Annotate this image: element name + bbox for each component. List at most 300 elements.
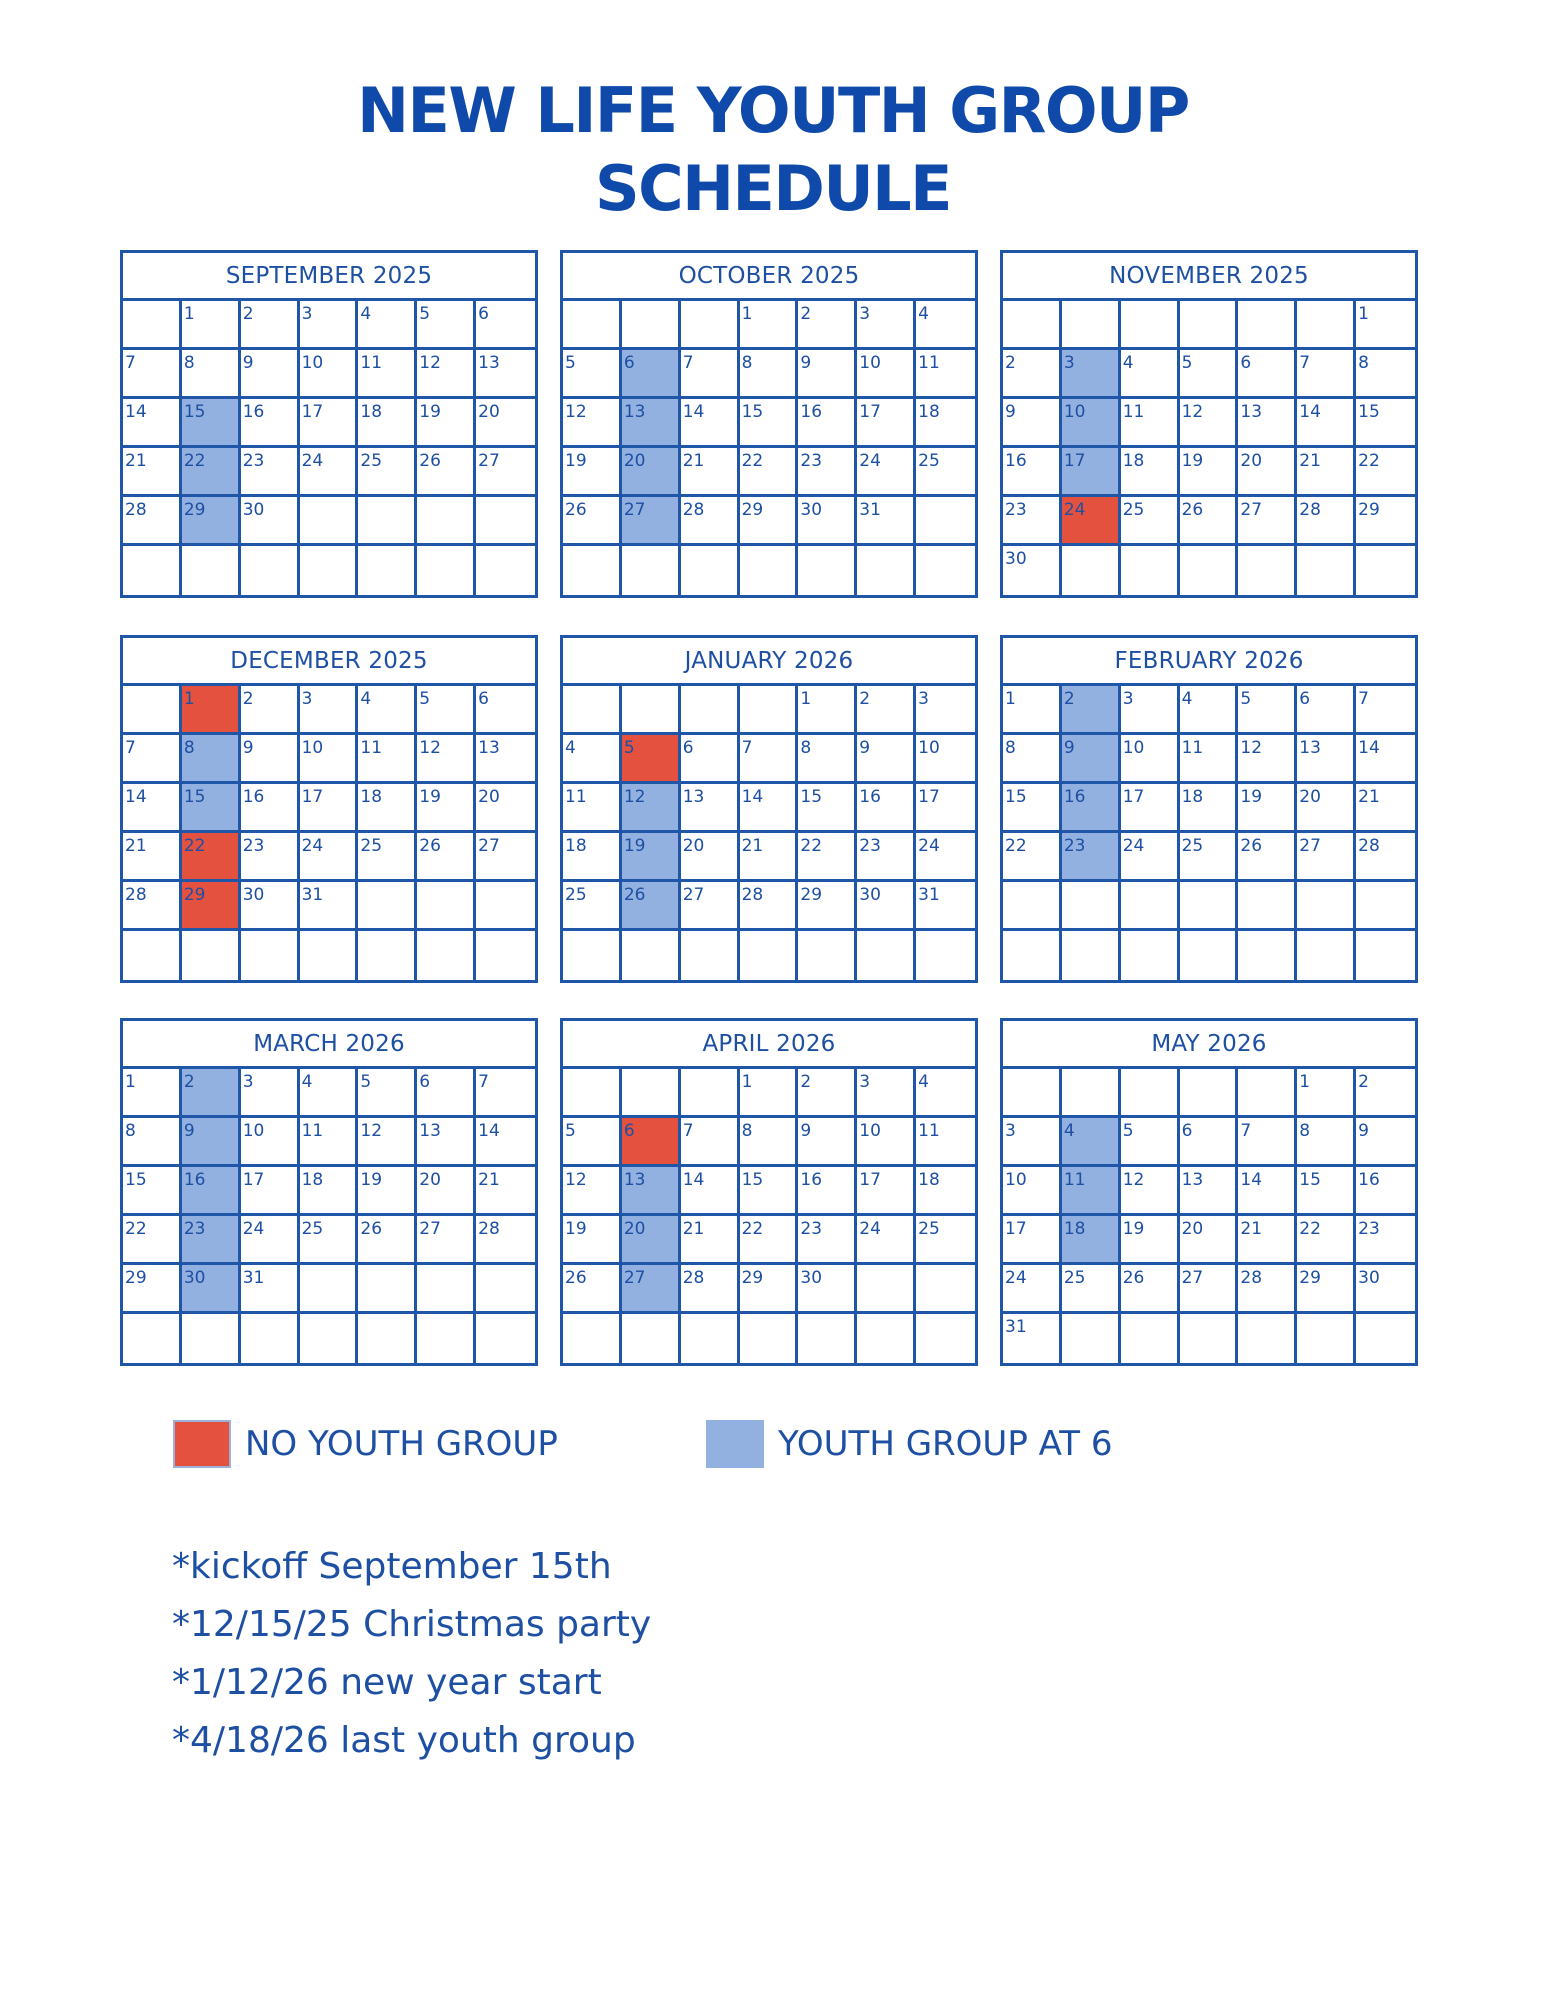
- day-cell: 27: [1238, 497, 1297, 546]
- day-cell: 21: [1356, 784, 1415, 833]
- day-cell: 7: [123, 350, 182, 399]
- day-cell: 6: [417, 1069, 476, 1118]
- day-cell-youth-group: 8: [182, 735, 241, 784]
- day-cell: 27: [681, 882, 740, 931]
- day-cell: 12: [417, 735, 476, 784]
- day-cell: 27: [1180, 1265, 1239, 1314]
- empty-cell: [300, 1265, 359, 1314]
- day-cell: 14: [681, 1167, 740, 1216]
- day-cell: 23: [241, 833, 300, 882]
- day-cell: 2: [1356, 1069, 1415, 1118]
- day-cell: 10: [300, 735, 359, 784]
- day-cell: 18: [358, 399, 417, 448]
- day-cell-no-youth-group: 6: [622, 1118, 681, 1167]
- day-cell: 4: [916, 1069, 975, 1118]
- empty-cell: [1356, 546, 1415, 595]
- empty-cell: [916, 1265, 975, 1314]
- day-cell: 30: [241, 882, 300, 931]
- note-item: *4/18/26 last youth group: [172, 1720, 636, 1761]
- calendar-month: [560, 1018, 978, 1366]
- empty-cell: [417, 1314, 476, 1363]
- empty-cell: [740, 1314, 799, 1363]
- day-cell: 10: [300, 350, 359, 399]
- empty-cell: [358, 882, 417, 931]
- day-cell: 8: [740, 350, 799, 399]
- day-cell: 20: [476, 784, 535, 833]
- day-cell: 25: [1180, 833, 1239, 882]
- day-cell: 3: [916, 686, 975, 735]
- day-cell: 3: [1003, 1118, 1062, 1167]
- empty-cell: [241, 546, 300, 595]
- empty-cell: [798, 1314, 857, 1363]
- empty-cell: [857, 1314, 916, 1363]
- empty-cell: [857, 546, 916, 595]
- empty-cell: [1121, 546, 1180, 595]
- month-title: SEPTEMBER 2025: [123, 253, 535, 301]
- day-cell-youth-group: 29: [182, 497, 241, 546]
- empty-cell: [1356, 931, 1415, 980]
- day-cell: 15: [740, 1167, 799, 1216]
- day-cell-no-youth-group: 22: [182, 833, 241, 882]
- month-grid: [1003, 686, 1415, 980]
- empty-cell: [798, 931, 857, 980]
- empty-cell: [1356, 882, 1415, 931]
- day-cell: 30: [1003, 546, 1062, 595]
- empty-cell: [622, 301, 681, 350]
- day-cell: 21: [123, 833, 182, 882]
- day-cell: 25: [1062, 1265, 1121, 1314]
- empty-cell: [1062, 882, 1121, 931]
- empty-cell: [123, 1314, 182, 1363]
- month-grid: [1003, 301, 1415, 595]
- legend-youth-group-at-6: [706, 1420, 1112, 1468]
- day-cell: 6: [1238, 350, 1297, 399]
- empty-cell: [1238, 1069, 1297, 1118]
- empty-cell: [1238, 1314, 1297, 1363]
- day-cell: 5: [417, 686, 476, 735]
- empty-cell: [798, 546, 857, 595]
- day-cell: 3: [857, 1069, 916, 1118]
- day-cell: 25: [300, 1216, 359, 1265]
- day-cell-youth-group: 20: [622, 1216, 681, 1265]
- day-cell: 9: [241, 735, 300, 784]
- day-cell: 4: [358, 686, 417, 735]
- day-cell: 29: [123, 1265, 182, 1314]
- day-cell: 5: [1121, 1118, 1180, 1167]
- day-cell: 26: [417, 833, 476, 882]
- day-cell: 6: [681, 735, 740, 784]
- day-cell: 11: [358, 735, 417, 784]
- day-cell: 19: [358, 1167, 417, 1216]
- day-cell: 2: [1003, 350, 1062, 399]
- empty-cell: [1180, 931, 1239, 980]
- day-cell: 28: [681, 497, 740, 546]
- page-title: [0, 72, 1546, 228]
- day-cell: 17: [857, 1167, 916, 1216]
- empty-cell: [358, 1265, 417, 1314]
- empty-cell: [1003, 931, 1062, 980]
- day-cell: 8: [740, 1118, 799, 1167]
- empty-cell: [1062, 546, 1121, 595]
- day-cell: 9: [857, 735, 916, 784]
- month-title: MAY 2026: [1003, 1021, 1415, 1069]
- day-cell: 24: [300, 833, 359, 882]
- day-cell: 14: [123, 784, 182, 833]
- calendar-month: [560, 635, 978, 983]
- day-cell: 17: [916, 784, 975, 833]
- day-cell: 19: [417, 784, 476, 833]
- empty-cell: [1180, 301, 1239, 350]
- day-cell-youth-group: 26: [622, 882, 681, 931]
- calendar-month: [120, 1018, 538, 1366]
- calendar-month: [1000, 250, 1418, 598]
- month-title: APRIL 2026: [563, 1021, 975, 1069]
- month-grid: [563, 686, 975, 980]
- day-cell: 22: [740, 448, 799, 497]
- empty-cell: [563, 546, 622, 595]
- month-title: FEBRUARY 2026: [1003, 638, 1415, 686]
- day-cell-youth-group: 9: [182, 1118, 241, 1167]
- day-cell: 3: [1121, 686, 1180, 735]
- day-cell: 21: [123, 448, 182, 497]
- day-cell-youth-group: 2: [182, 1069, 241, 1118]
- empty-cell: [740, 686, 799, 735]
- empty-cell: [681, 1314, 740, 1363]
- day-cell: 29: [1297, 1265, 1356, 1314]
- empty-cell: [740, 931, 799, 980]
- day-cell-youth-group: 10: [1062, 399, 1121, 448]
- day-cell-youth-group: 13: [622, 399, 681, 448]
- empty-cell: [300, 546, 359, 595]
- day-cell: 17: [1121, 784, 1180, 833]
- day-cell-youth-group: 27: [622, 1265, 681, 1314]
- empty-cell: [300, 497, 359, 546]
- day-cell: 28: [123, 497, 182, 546]
- empty-cell: [476, 931, 535, 980]
- day-cell: 23: [798, 1216, 857, 1265]
- empty-cell: [1238, 546, 1297, 595]
- day-cell: 5: [563, 1118, 622, 1167]
- day-cell: 7: [681, 1118, 740, 1167]
- day-cell: 2: [241, 686, 300, 735]
- day-cell: 18: [916, 1167, 975, 1216]
- day-cell: 26: [1238, 833, 1297, 882]
- day-cell: 2: [798, 1069, 857, 1118]
- day-cell: 23: [798, 448, 857, 497]
- empty-cell: [1003, 301, 1062, 350]
- empty-cell: [1297, 882, 1356, 931]
- empty-cell: [1180, 1069, 1239, 1118]
- day-cell: 10: [916, 735, 975, 784]
- day-cell: 11: [300, 1118, 359, 1167]
- empty-cell: [1238, 301, 1297, 350]
- empty-cell: [1062, 1069, 1121, 1118]
- day-cell: 31: [1003, 1314, 1062, 1363]
- empty-cell: [476, 497, 535, 546]
- day-cell: 3: [300, 301, 359, 350]
- empty-cell: [1238, 931, 1297, 980]
- empty-cell: [358, 497, 417, 546]
- day-cell: 25: [1121, 497, 1180, 546]
- day-cell: 11: [916, 1118, 975, 1167]
- empty-cell: [476, 882, 535, 931]
- day-cell: 21: [740, 833, 799, 882]
- day-cell-youth-group: 9: [1062, 735, 1121, 784]
- day-cell-youth-group: 3: [1062, 350, 1121, 399]
- day-cell-youth-group: 20: [622, 448, 681, 497]
- month-title: JANUARY 2026: [563, 638, 975, 686]
- day-cell: 7: [1238, 1118, 1297, 1167]
- empty-cell: [563, 301, 622, 350]
- day-cell: 7: [740, 735, 799, 784]
- calendar-month: [120, 635, 538, 983]
- day-cell: 1: [1356, 301, 1415, 350]
- day-cell: 11: [916, 350, 975, 399]
- day-cell: 1: [1003, 686, 1062, 735]
- month-title: MARCH 2026: [123, 1021, 535, 1069]
- notes-list: [172, 1538, 651, 1770]
- day-cell: 28: [1238, 1265, 1297, 1314]
- calendar-month: [120, 250, 538, 598]
- day-cell-youth-group: 23: [182, 1216, 241, 1265]
- day-cell: 10: [241, 1118, 300, 1167]
- day-cell: 15: [1003, 784, 1062, 833]
- day-cell: 14: [1297, 399, 1356, 448]
- day-cell-youth-group: 23: [1062, 833, 1121, 882]
- empty-cell: [1297, 1314, 1356, 1363]
- note-item: *12/15/25 Christmas party: [172, 1604, 652, 1645]
- day-cell: 23: [857, 833, 916, 882]
- day-cell: 19: [417, 399, 476, 448]
- day-cell: 22: [1356, 448, 1415, 497]
- empty-cell: [1062, 301, 1121, 350]
- day-cell: 15: [1297, 1167, 1356, 1216]
- day-cell: 26: [563, 497, 622, 546]
- day-cell: 28: [740, 882, 799, 931]
- day-cell: 29: [1356, 497, 1415, 546]
- day-cell: 29: [740, 1265, 799, 1314]
- empty-cell: [476, 546, 535, 595]
- day-cell: 13: [1238, 399, 1297, 448]
- month-title: DECEMBER 2025: [123, 638, 535, 686]
- empty-cell: [563, 1069, 622, 1118]
- day-cell: 21: [1297, 448, 1356, 497]
- day-cell: 4: [358, 301, 417, 350]
- day-cell: 27: [1297, 833, 1356, 882]
- day-cell: 29: [740, 497, 799, 546]
- day-cell: 4: [563, 735, 622, 784]
- day-cell: 5: [1238, 686, 1297, 735]
- day-cell: 4: [1121, 350, 1180, 399]
- day-cell: 7: [681, 350, 740, 399]
- day-cell-youth-group: 22: [182, 448, 241, 497]
- day-cell-youth-group: 18: [1062, 1216, 1121, 1265]
- empty-cell: [123, 686, 182, 735]
- month-grid: [123, 1069, 535, 1363]
- day-cell: 1: [740, 1069, 799, 1118]
- day-cell-youth-group: 16: [1062, 784, 1121, 833]
- day-cell: 1: [182, 301, 241, 350]
- day-cell: 5: [563, 350, 622, 399]
- empty-cell: [916, 1314, 975, 1363]
- day-cell: 31: [300, 882, 359, 931]
- day-cell-youth-group: 12: [622, 784, 681, 833]
- month-title: OCTOBER 2025: [563, 253, 975, 301]
- day-cell: 12: [1180, 399, 1239, 448]
- empty-cell: [123, 301, 182, 350]
- day-cell: 20: [1297, 784, 1356, 833]
- day-cell: 8: [1356, 350, 1415, 399]
- empty-cell: [1121, 882, 1180, 931]
- day-cell: 28: [681, 1265, 740, 1314]
- empty-cell: [417, 1265, 476, 1314]
- day-cell: 30: [857, 882, 916, 931]
- day-cell: 27: [476, 448, 535, 497]
- day-cell: 24: [241, 1216, 300, 1265]
- day-cell: 8: [798, 735, 857, 784]
- empty-cell: [622, 546, 681, 595]
- day-cell: 26: [563, 1265, 622, 1314]
- day-cell: 12: [563, 1167, 622, 1216]
- day-cell: 12: [358, 1118, 417, 1167]
- day-cell: 31: [241, 1265, 300, 1314]
- day-cell: 16: [1356, 1167, 1415, 1216]
- day-cell: 13: [681, 784, 740, 833]
- day-cell: 18: [916, 399, 975, 448]
- day-cell: 24: [857, 1216, 916, 1265]
- empty-cell: [476, 1314, 535, 1363]
- empty-cell: [358, 1314, 417, 1363]
- day-cell: 11: [1121, 399, 1180, 448]
- day-cell: 7: [1356, 686, 1415, 735]
- day-cell: 14: [1356, 735, 1415, 784]
- empty-cell: [563, 686, 622, 735]
- day-cell: 14: [476, 1118, 535, 1167]
- day-cell: 26: [417, 448, 476, 497]
- day-cell: 17: [857, 399, 916, 448]
- day-cell: 15: [123, 1167, 182, 1216]
- day-cell: 3: [300, 686, 359, 735]
- day-cell: 14: [1238, 1167, 1297, 1216]
- day-cell: 22: [798, 833, 857, 882]
- day-cell: 21: [681, 448, 740, 497]
- empty-cell: [358, 546, 417, 595]
- day-cell-no-youth-group: 24: [1062, 497, 1121, 546]
- day-cell: 8: [182, 350, 241, 399]
- day-cell: 1: [123, 1069, 182, 1118]
- day-cell: 19: [1238, 784, 1297, 833]
- day-cell: 13: [417, 1118, 476, 1167]
- day-cell: 20: [1238, 448, 1297, 497]
- day-cell: 29: [798, 882, 857, 931]
- calendar-month: [1000, 635, 1418, 983]
- day-cell: 7: [123, 735, 182, 784]
- day-cell: 20: [1180, 1216, 1239, 1265]
- day-cell: 24: [1121, 833, 1180, 882]
- empty-cell: [241, 931, 300, 980]
- empty-cell: [563, 1314, 622, 1363]
- day-cell: 18: [358, 784, 417, 833]
- day-cell-youth-group: 4: [1062, 1118, 1121, 1167]
- empty-cell: [622, 1314, 681, 1363]
- day-cell-youth-group: 11: [1062, 1167, 1121, 1216]
- day-cell: 10: [857, 1118, 916, 1167]
- day-cell: 13: [476, 735, 535, 784]
- day-cell: 31: [916, 882, 975, 931]
- empty-cell: [1121, 1069, 1180, 1118]
- day-cell: 10: [1121, 735, 1180, 784]
- empty-cell: [740, 546, 799, 595]
- day-cell: 17: [300, 784, 359, 833]
- day-cell: 4: [1180, 686, 1239, 735]
- empty-cell: [857, 931, 916, 980]
- empty-cell: [358, 931, 417, 980]
- empty-cell: [1121, 931, 1180, 980]
- day-cell: 9: [798, 350, 857, 399]
- day-cell-no-youth-group: 5: [622, 735, 681, 784]
- empty-cell: [417, 931, 476, 980]
- day-cell: 11: [563, 784, 622, 833]
- day-cell: 16: [1003, 448, 1062, 497]
- day-cell: 9: [798, 1118, 857, 1167]
- day-cell: 15: [740, 399, 799, 448]
- empty-cell: [916, 546, 975, 595]
- day-cell: 30: [241, 497, 300, 546]
- day-cell: 28: [123, 882, 182, 931]
- day-cell: 15: [798, 784, 857, 833]
- day-cell: 22: [1297, 1216, 1356, 1265]
- legend-label: NO YOUTH GROUP: [245, 1424, 558, 1464]
- day-cell: 10: [1003, 1167, 1062, 1216]
- day-cell: 22: [740, 1216, 799, 1265]
- day-cell: 22: [123, 1216, 182, 1265]
- legend-no-youth-group: [173, 1420, 558, 1468]
- day-cell: 1: [798, 686, 857, 735]
- day-cell-youth-group: 15: [182, 784, 241, 833]
- empty-cell: [182, 546, 241, 595]
- empty-cell: [1003, 882, 1062, 931]
- empty-cell: [1180, 1314, 1239, 1363]
- empty-cell: [417, 497, 476, 546]
- day-cell: 24: [916, 833, 975, 882]
- day-cell-youth-group: 17: [1062, 448, 1121, 497]
- day-cell: 30: [798, 1265, 857, 1314]
- title-line-2: SCHEDULE: [594, 152, 952, 225]
- month-grid: [123, 301, 535, 595]
- day-cell: 19: [1121, 1216, 1180, 1265]
- day-cell: 28: [476, 1216, 535, 1265]
- day-cell-youth-group: 19: [622, 833, 681, 882]
- empty-cell: [681, 1069, 740, 1118]
- day-cell: 30: [798, 497, 857, 546]
- empty-cell: [1003, 1069, 1062, 1118]
- day-cell: 8: [123, 1118, 182, 1167]
- day-cell: 23: [1003, 497, 1062, 546]
- day-cell: 19: [563, 448, 622, 497]
- month-grid: [123, 686, 535, 980]
- day-cell: 6: [476, 686, 535, 735]
- empty-cell: [182, 1314, 241, 1363]
- day-cell: 9: [1003, 399, 1062, 448]
- empty-cell: [681, 301, 740, 350]
- day-cell: 24: [1003, 1265, 1062, 1314]
- day-cell: 16: [798, 399, 857, 448]
- note-item: *kickoff September 15th: [172, 1546, 612, 1587]
- empty-cell: [300, 1314, 359, 1363]
- empty-cell: [622, 931, 681, 980]
- day-cell: 25: [358, 833, 417, 882]
- empty-cell: [1238, 882, 1297, 931]
